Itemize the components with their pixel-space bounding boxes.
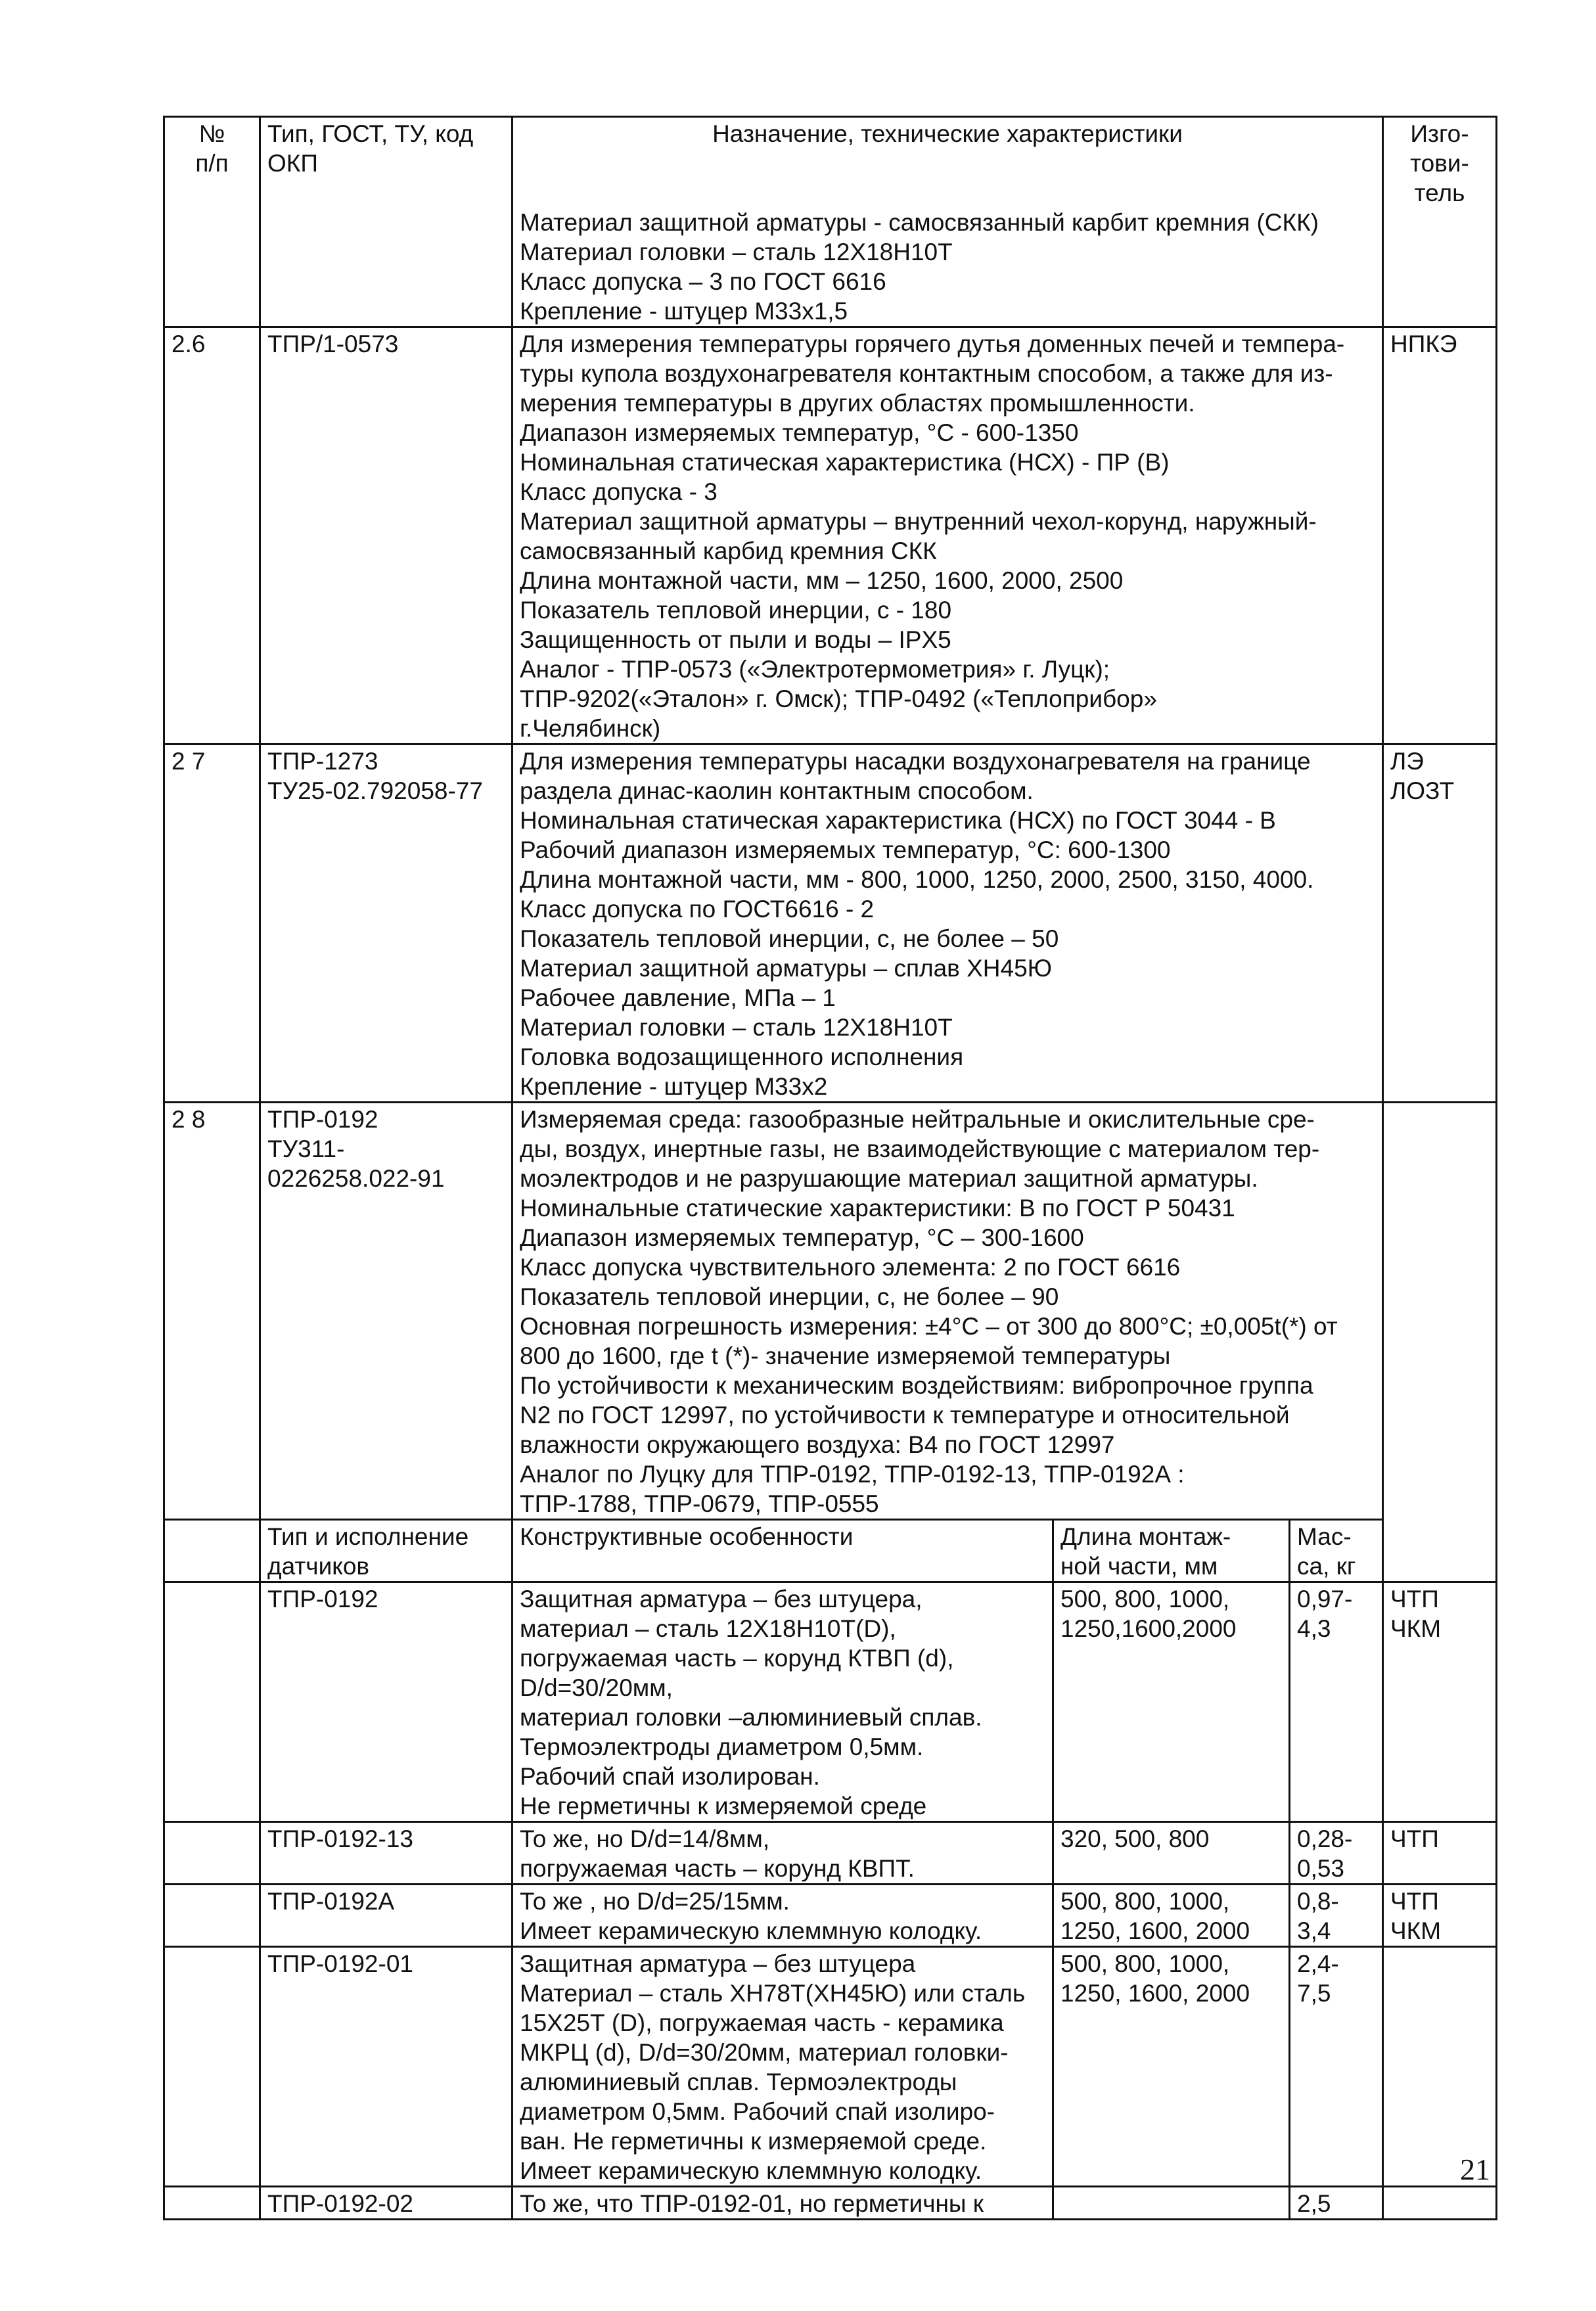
description-line: Защищенность от пыли и воды – IPX5 <box>520 626 951 653</box>
description-line: ТПР-1788, ТПР-0679, ТПР-0555 <box>520 1490 879 1517</box>
sub-mass <box>1290 1520 1383 1582</box>
header-type-label: Тип, ГОСТ, ТУ, код ОКП <box>267 120 474 177</box>
variant-maker <box>1383 2187 1497 2220</box>
description-line: самосвязанный карбид кремния СКК <box>520 538 937 564</box>
variant-type <box>260 1822 513 1885</box>
variant-mass-line: 4,3 <box>1297 1615 1331 1642</box>
variant-feature-line: МКРЦ (d), D/d=30/20мм, материал головки- <box>520 2039 1009 2066</box>
description-line: Длина монтажной части, мм – 1250, 1600, 2000, 2500 <box>520 567 1124 594</box>
description-line: Номинальная статическая характеристика (НСХ) по ГОСТ 3044 - В <box>520 807 1276 834</box>
header-num-label: № п/п <box>195 120 229 177</box>
variant-length-line: 1250, 1600, 2000 <box>1060 1917 1250 1944</box>
variant-type <box>260 1885 513 1947</box>
row-type <box>260 744 513 1103</box>
row-maker-line: ЛОЗТ <box>1390 777 1455 804</box>
row-num-label: 2 8 <box>171 1106 206 1133</box>
description-line: Показатель тепловой инерции, с - 180 <box>520 597 952 624</box>
variant-feature-line: Рабочий спай изолирован. <box>520 1763 820 1790</box>
description-line: туры купола воздухонагревателя контактным способом, а также для из- <box>520 360 1333 387</box>
variant-feature-line: То же , но D/d=25/15мм. <box>520 1888 790 1915</box>
variant-empty <box>164 1582 260 1822</box>
sub-mass-line: Мас- <box>1297 1523 1352 1550</box>
variant-feature-line: погружаемая часть – корунд КТВП (d), <box>520 1645 954 1672</box>
description-line: Рабочий диапазон измеряемых температур, °С: 600-1300 <box>520 836 1171 863</box>
description-line: По устойчивости к механическим воздействиям: вибропрочное группа <box>520 1372 1313 1399</box>
variant-length-line: 500, 800, 1000, <box>1060 1950 1230 1977</box>
variant-empty <box>164 1885 260 1947</box>
table-row <box>164 327 1497 744</box>
description-line: Класс допуска чувствительного элемента: 2 по ГОСТ 6616 <box>520 1254 1181 1281</box>
description-line: раздела динас-каолин контактным способом. <box>520 777 1034 804</box>
variant-row <box>164 1885 1497 1947</box>
variant-feature-line: диаметром 0,5мм. Рабочий спай изолиро- <box>520 2098 995 2125</box>
description-line: 800 до 1600, где t (*)- значение измеряемой температуры <box>520 1342 1171 1369</box>
row-maker <box>1383 327 1497 744</box>
row-maker-line: ЛЭ <box>1390 748 1424 775</box>
description-line: Класс допуска по ГОСТ6616 - 2 <box>520 896 875 923</box>
variant-length-line: 320, 500, 800 <box>1060 1825 1210 1852</box>
row-type-line: 0226258.022-91 <box>267 1165 445 1192</box>
description-line: влажности окружающего воздуха: В4 по ГОСТ 12997 <box>520 1431 1115 1458</box>
description-line: Диапазон измеряемых температур, °С – 300-1600 <box>520 1224 1084 1251</box>
variant-features <box>513 2187 1053 2220</box>
variant-maker <box>1383 1885 1497 1947</box>
variant-maker-line: ЧТП <box>1390 1888 1439 1915</box>
variant-feature-line: материал – сталь 12Х18Н10Т(D), <box>520 1615 896 1642</box>
variant-feature-line: D/d=30/20мм, <box>520 1674 673 1701</box>
variant-maker-line: ЧТП <box>1390 1825 1439 1852</box>
variant-mass-line: 0,53 <box>1297 1855 1345 1882</box>
row-num <box>164 1103 260 1520</box>
variant-type-label: ТПР-0192-13 <box>267 1825 413 1852</box>
variant-feature-line: ван. Не герметичны к измеряемой среде. <box>520 2128 987 2155</box>
header-num <box>164 117 260 327</box>
row-type <box>260 327 513 744</box>
variant-feature-line: Защитная арматура – без штуцера <box>520 1950 916 1977</box>
row-maker <box>1383 744 1497 1103</box>
description-line: Для измерения температуры насадки воздухонагревателя на границе <box>520 748 1311 775</box>
description-line: Головка водозащищенного исполнения <box>520 1043 964 1070</box>
variant-type <box>260 1947 513 2187</box>
variant-features <box>513 1582 1053 1822</box>
variant-features <box>513 1822 1053 1885</box>
row-type-line: ТПР-0192 <box>267 1106 378 1133</box>
description-line: мерения температуры в других областях промышленности. <box>520 390 1195 417</box>
variant-feature-line: 15Х25Т (D), погружаемая часть - керамика <box>520 2009 1004 2036</box>
row-num <box>164 744 260 1103</box>
variant-feature-line: Имеет керамическую клеммную колодку. <box>520 1917 982 1944</box>
page-number: 21 <box>1460 2153 1490 2186</box>
description-line: Номинальные статические характеристики: В по ГОСТ Р 50431 <box>520 1195 1235 1222</box>
continued-line: Материал головки – сталь 12Х18Н10Т <box>520 239 953 265</box>
continued-line: Крепление - штуцер М33х1,5 <box>520 298 848 325</box>
description-line: Для измерения температуры горячего дутья доменных печей и темпера- <box>520 331 1345 357</box>
continued-line: Материал защитной арматуры - самосвязанный карбит кремния (СКК) <box>520 209 1319 236</box>
description-line: Номинальная статическая характеристика (НСХ) - ПР (В) <box>520 449 1170 476</box>
header-row <box>164 117 1497 327</box>
variant-type <box>260 1582 513 1822</box>
row-type-line: ТУ311- <box>267 1135 345 1162</box>
header-maker <box>1383 117 1497 327</box>
header-purpose <box>513 117 1383 327</box>
description-line: Рабочее давление, МПа – 1 <box>520 984 836 1011</box>
variant-features <box>513 1885 1053 1947</box>
variant-length <box>1053 1885 1290 1947</box>
sub-features <box>513 1520 1053 1582</box>
sub-type <box>260 1520 513 1582</box>
description-line: Крепление - штуцер М33х2 <box>520 1073 828 1100</box>
table-row <box>164 744 1497 1103</box>
variant-feature-line: То же, что ТПР-0192-01, но герметичны к <box>520 2190 984 2217</box>
row-description <box>513 327 1383 744</box>
variant-length-line: 1250, 1600, 2000 <box>1060 1980 1250 2007</box>
variant-row <box>164 2187 1497 2220</box>
variant-feature-line: Термоэлектроды диаметром 0,5мм. <box>520 1733 924 1760</box>
table-row <box>164 1103 1497 1520</box>
variant-length <box>1053 1822 1290 1885</box>
header-type <box>260 117 513 327</box>
variant-feature-line: материал головки –алюминиевый сплав. <box>520 1704 982 1731</box>
description-line: Материал защитной арматуры – внутренний чехол-корунд, наружный- <box>520 508 1317 535</box>
header-maker-label: Изго- тови- тель <box>1410 120 1469 206</box>
variant-length-line: 500, 800, 1000, <box>1060 1586 1230 1613</box>
variant-length <box>1053 2187 1290 2220</box>
specs-table-body <box>164 117 1497 2220</box>
sub-empty <box>164 1520 260 1582</box>
variant-maker-line: ЧКМ <box>1390 1917 1442 1944</box>
sub-length <box>1053 1520 1290 1582</box>
variant-maker <box>1383 1947 1497 2187</box>
description-line: Материал головки – сталь 12Х18Н10Т <box>520 1014 953 1041</box>
variant-empty <box>164 2187 260 2220</box>
variant-feature-line: погружаемая часть – корунд КВПТ. <box>520 1855 915 1882</box>
description-line: Материал защитной арматуры – сплав ХН45Ю <box>520 955 1053 982</box>
description-line: ТПР-9202(«Эталон» г. Омск); ТПР-0492 («Теплоприбор» <box>520 685 1157 712</box>
row-type-line: ТУ25-02.792058-77 <box>267 777 483 804</box>
description-line: ды, воздух, инертные газы, не взаимодействующие с материалом тер- <box>520 1135 1320 1162</box>
variant-mass-line: 3,4 <box>1297 1917 1331 1944</box>
variant-type-label: ТПР-0192А <box>267 1888 395 1915</box>
description-line: Показатель тепловой инерции, с, не более – 50 <box>520 925 1059 952</box>
variant-type-label: ТПР-0192 <box>267 1586 378 1613</box>
row-num <box>164 327 260 744</box>
variant-mass-line: 2,4- <box>1297 1950 1339 1977</box>
continued-line: Класс допуска – 3 по ГОСТ 6616 <box>520 268 886 295</box>
description-line: моэлектродов и не разрушающие материал защитной арматуры. <box>520 1165 1258 1192</box>
variant-mass-line: 0,28- <box>1297 1825 1353 1852</box>
variant-mass <box>1290 1582 1383 1822</box>
variant-type-label: ТПР-0192-02 <box>267 2190 413 2217</box>
variant-row <box>164 1947 1497 2187</box>
variant-length-line: 1250,1600,2000 <box>1060 1615 1237 1642</box>
sub-header-row <box>164 1520 1497 1582</box>
row-description <box>513 744 1383 1103</box>
row-maker-line: НПКЭ <box>1390 331 1457 357</box>
description-line: N2 по ГОСТ 12997, по устойчивости к температуре и относительной <box>520 1402 1290 1429</box>
variant-empty <box>164 1822 260 1885</box>
variant-features <box>513 1947 1053 2187</box>
row-num-label: 2.6 <box>171 331 206 357</box>
sub-length-line: Длина монтаж- <box>1060 1523 1231 1550</box>
variant-maker-line: ЧТП <box>1390 1586 1439 1613</box>
variant-length-line: 500, 800, 1000, <box>1060 1888 1230 1915</box>
variant-mass <box>1290 1947 1383 2187</box>
variant-feature-line: Имеет керамическую клеммную колодку. <box>520 2157 982 2184</box>
variant-mass <box>1290 1822 1383 1885</box>
variant-row <box>164 1822 1497 1885</box>
sub-mass-line: са, кг <box>1297 1553 1356 1580</box>
description-line: Аналог по Луцку для ТПР-0192, ТПР-0192-13, ТПР-0192А : <box>520 1461 1185 1488</box>
header-purpose-label: Назначение, технические характеристики <box>712 120 1183 147</box>
variant-maker <box>1383 1582 1497 1822</box>
row-description <box>513 1103 1383 1520</box>
row-num-label: 2 7 <box>171 748 206 775</box>
variant-row <box>164 1582 1497 1822</box>
sub-length-line: ной части, мм <box>1060 1553 1218 1580</box>
specs-table <box>163 116 1497 2220</box>
variant-empty <box>164 1947 260 2187</box>
description-line: г.Челябинск) <box>520 715 661 742</box>
row-type-line: ТПР-1273 <box>267 748 378 775</box>
variant-feature-line: Не герметичны к измеряемой среде <box>520 1793 927 1819</box>
variant-mass-line: 0,8- <box>1297 1888 1339 1915</box>
variant-mass-line: 0,97- <box>1297 1586 1353 1613</box>
description-line: Аналог - ТПР-0573 («Электротермометрия» г. Луцк); <box>520 656 1110 683</box>
row-maker-merged <box>1383 1103 1497 1582</box>
variant-mass <box>1290 1885 1383 1947</box>
variant-length <box>1053 1947 1290 2187</box>
variant-feature-line: Защитная арматура – без штуцера, <box>520 1586 923 1613</box>
variant-length <box>1053 1582 1290 1822</box>
description-line: Диапазон измеряемых температур, °С - 600-1350 <box>520 419 1079 446</box>
description-line: Измеряемая среда: газообразные нейтральные и окислительные сре- <box>520 1106 1315 1133</box>
row-type <box>260 1103 513 1520</box>
sub-type-line: датчиков <box>267 1553 370 1580</box>
description-line: Показатель тепловой инерции, с, не более – 90 <box>520 1283 1059 1310</box>
variant-type <box>260 2187 513 2220</box>
variant-maker <box>1383 1822 1497 1885</box>
variant-feature-line: алюминиевый сплав. Термоэлектроды <box>520 2069 957 2095</box>
description-line: Класс допуска - 3 <box>520 478 718 505</box>
variant-feature-line: То же, но D/d=14/8мм, <box>520 1825 770 1852</box>
row-type-line: ТПР/1-0573 <box>267 331 399 357</box>
description-line: Основная погрешность измерения: ±4°С – от 300 до 800°С; ±0,005t(*) от <box>520 1313 1338 1340</box>
sub-features-label: Конструктивные особенности <box>520 1523 854 1550</box>
variant-feature-line: Материал – сталь ХН78Т(ХН45Ю) или сталь <box>520 1980 1026 2007</box>
sub-type-line: Тип и исполнение <box>267 1523 469 1550</box>
description-line: Длина монтажной части, мм - 800, 1000, 1250, 2000, 2500, 3150, 4000. <box>520 866 1314 893</box>
variant-mass-line: 2,5 <box>1297 2190 1331 2217</box>
variant-maker-line: ЧКМ <box>1390 1615 1442 1642</box>
spacer <box>520 149 1375 208</box>
variant-type-label: ТПР-0192-01 <box>267 1950 413 1977</box>
variant-mass-line: 7,5 <box>1297 1980 1331 2007</box>
variant-mass <box>1290 2187 1383 2220</box>
